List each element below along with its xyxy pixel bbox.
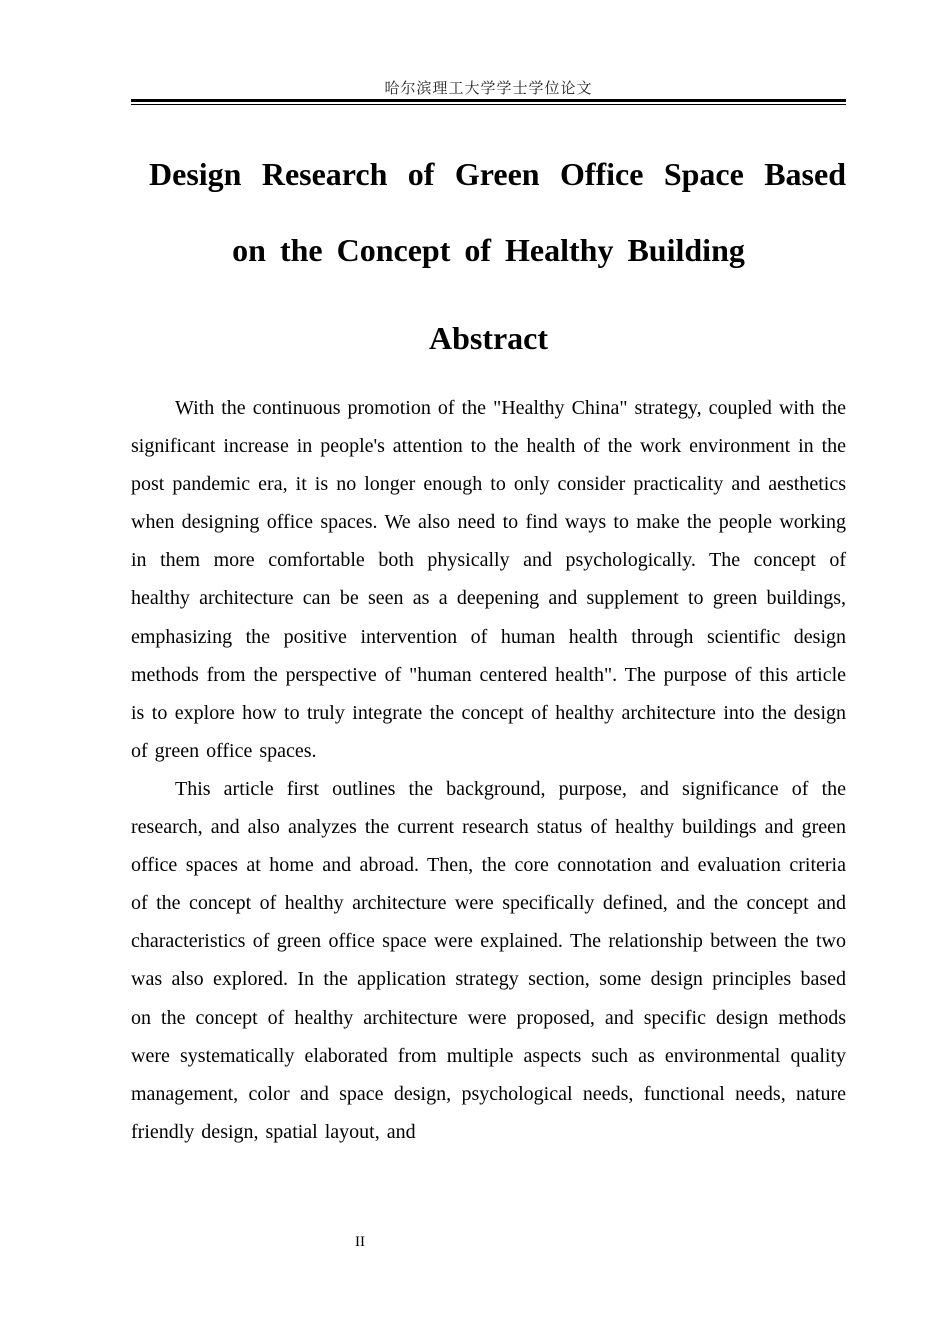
abstract-paragraph-2: This article first outlines the background, purpose, and significance of the research, and also analyzes the current research status of healthy buildings and green office spaces at home and abroad. Then, the core connotation and evaluation criteria of the concept of healthy architecture were specifically defined, and the concept and characteristics of green office space were explained. The relationship between the two was also explored. In the application strategy section, some design principles based on the concept of healthy architecture were proposed, and specific design methods were systematically elaborated from multiple aspects such as environmental quality management, color and space design, psychological needs, functional needs, nature friendly design, spatial layout, and xyxy=(131,777,846,1143)
thesis-title-line-2: on the Concept of Healthy Building xyxy=(232,232,745,268)
page-number: II xyxy=(355,1234,365,1250)
running-header: 哈尔滨理工大学学士学位论文 xyxy=(384,79,593,97)
header-rule-thin xyxy=(131,104,846,105)
abstract-paragraph-1: With the continuous promotion of the "Healthy China" strategy, coupled with the significant increase in people's attention to the health of the work environment in the post pandemic era, it is no longer enough to only consider practicality and aesthetics when designing office spaces. We also need to find ways to make the people working in them more comfortable both physically and psychologically. The concept of healthy architecture can be seen as a deepening and supplement to green buildings, emphasizing the positive intervention of human health through scientific design methods from the perspective of "human centered health". The purpose of this article is to explore how to truly integrate the concept of healthy architecture into the design of green office spaces. xyxy=(131,397,846,762)
thesis-title-line-1: Design Research of Green Office Space Based xyxy=(149,156,846,192)
header-rule-thick xyxy=(131,99,846,102)
abstract-body xyxy=(131,389,846,1151)
abstract-heading: Abstract xyxy=(428,320,549,356)
